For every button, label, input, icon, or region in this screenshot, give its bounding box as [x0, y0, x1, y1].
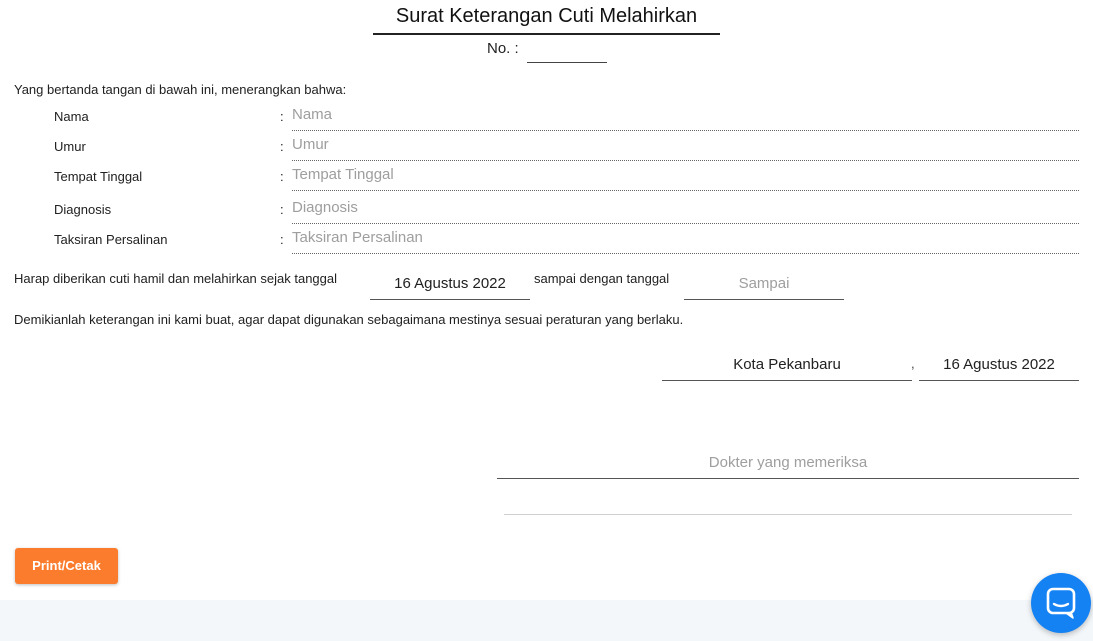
- document-title: Surat Keterangan Cuti Melahirkan: [373, 3, 720, 35]
- intro-text: Yang bertanda tangan di bawah ini, menerangkan bahwa:: [14, 82, 347, 97]
- leave-sentence-middle: sampai dengan tanggal: [534, 271, 670, 286]
- sign-date-input[interactable]: 16 Agustus 2022: [919, 354, 1079, 381]
- closing-text: Demikianlah keterangan ini kami buat, agar dapat digunakan sebagaimana mestinya sesuai peraturan yang berlaku.: [14, 312, 684, 327]
- leave-end-date-input[interactable]: Sampai: [684, 273, 844, 300]
- field-label-nama: Nama: [54, 109, 89, 124]
- field-colon: :: [280, 169, 284, 184]
- place-date-separator: ,: [911, 356, 915, 371]
- field-label-tempat-tinggal: Tempat Tinggal: [54, 169, 143, 184]
- field-colon: :: [280, 202, 284, 217]
- print-button[interactable]: Print/Cetak: [15, 548, 118, 584]
- number-input[interactable]: [527, 40, 607, 63]
- chat-launcher-button[interactable]: [1031, 573, 1091, 633]
- leave-sentence-start: Harap diberikan cuti hamil dan melahirkan sejak tanggal: [14, 271, 338, 286]
- place-input[interactable]: Kota Pekanbaru: [662, 354, 912, 381]
- field-colon: :: [280, 109, 284, 124]
- field-label-taksiran-persalinan: Taksiran Persalinan: [54, 232, 168, 247]
- nama-input[interactable]: Nama: [292, 106, 1079, 131]
- doctor-input[interactable]: Dokter yang memeriksa: [497, 452, 1079, 479]
- taksiran-persalinan-input[interactable]: Taksiran Persalinan: [292, 229, 1079, 254]
- field-colon: :: [280, 139, 284, 154]
- signature-line: [504, 514, 1072, 515]
- field-colon: :: [280, 232, 284, 247]
- number-label: No. :: [487, 40, 519, 57]
- field-label-diagnosis: Diagnosis: [54, 202, 112, 217]
- footer-band: [0, 600, 1093, 641]
- umur-input[interactable]: Umur: [292, 136, 1079, 161]
- diagnosis-input[interactable]: Diagnosis: [292, 199, 1079, 224]
- field-label-umur: Umur: [54, 139, 86, 154]
- chat-bubble-icon: [1031, 573, 1091, 633]
- tempat-tinggal-input[interactable]: Tempat Tinggal: [292, 166, 1079, 191]
- leave-start-date-input[interactable]: 16 Agustus 2022: [370, 273, 530, 300]
